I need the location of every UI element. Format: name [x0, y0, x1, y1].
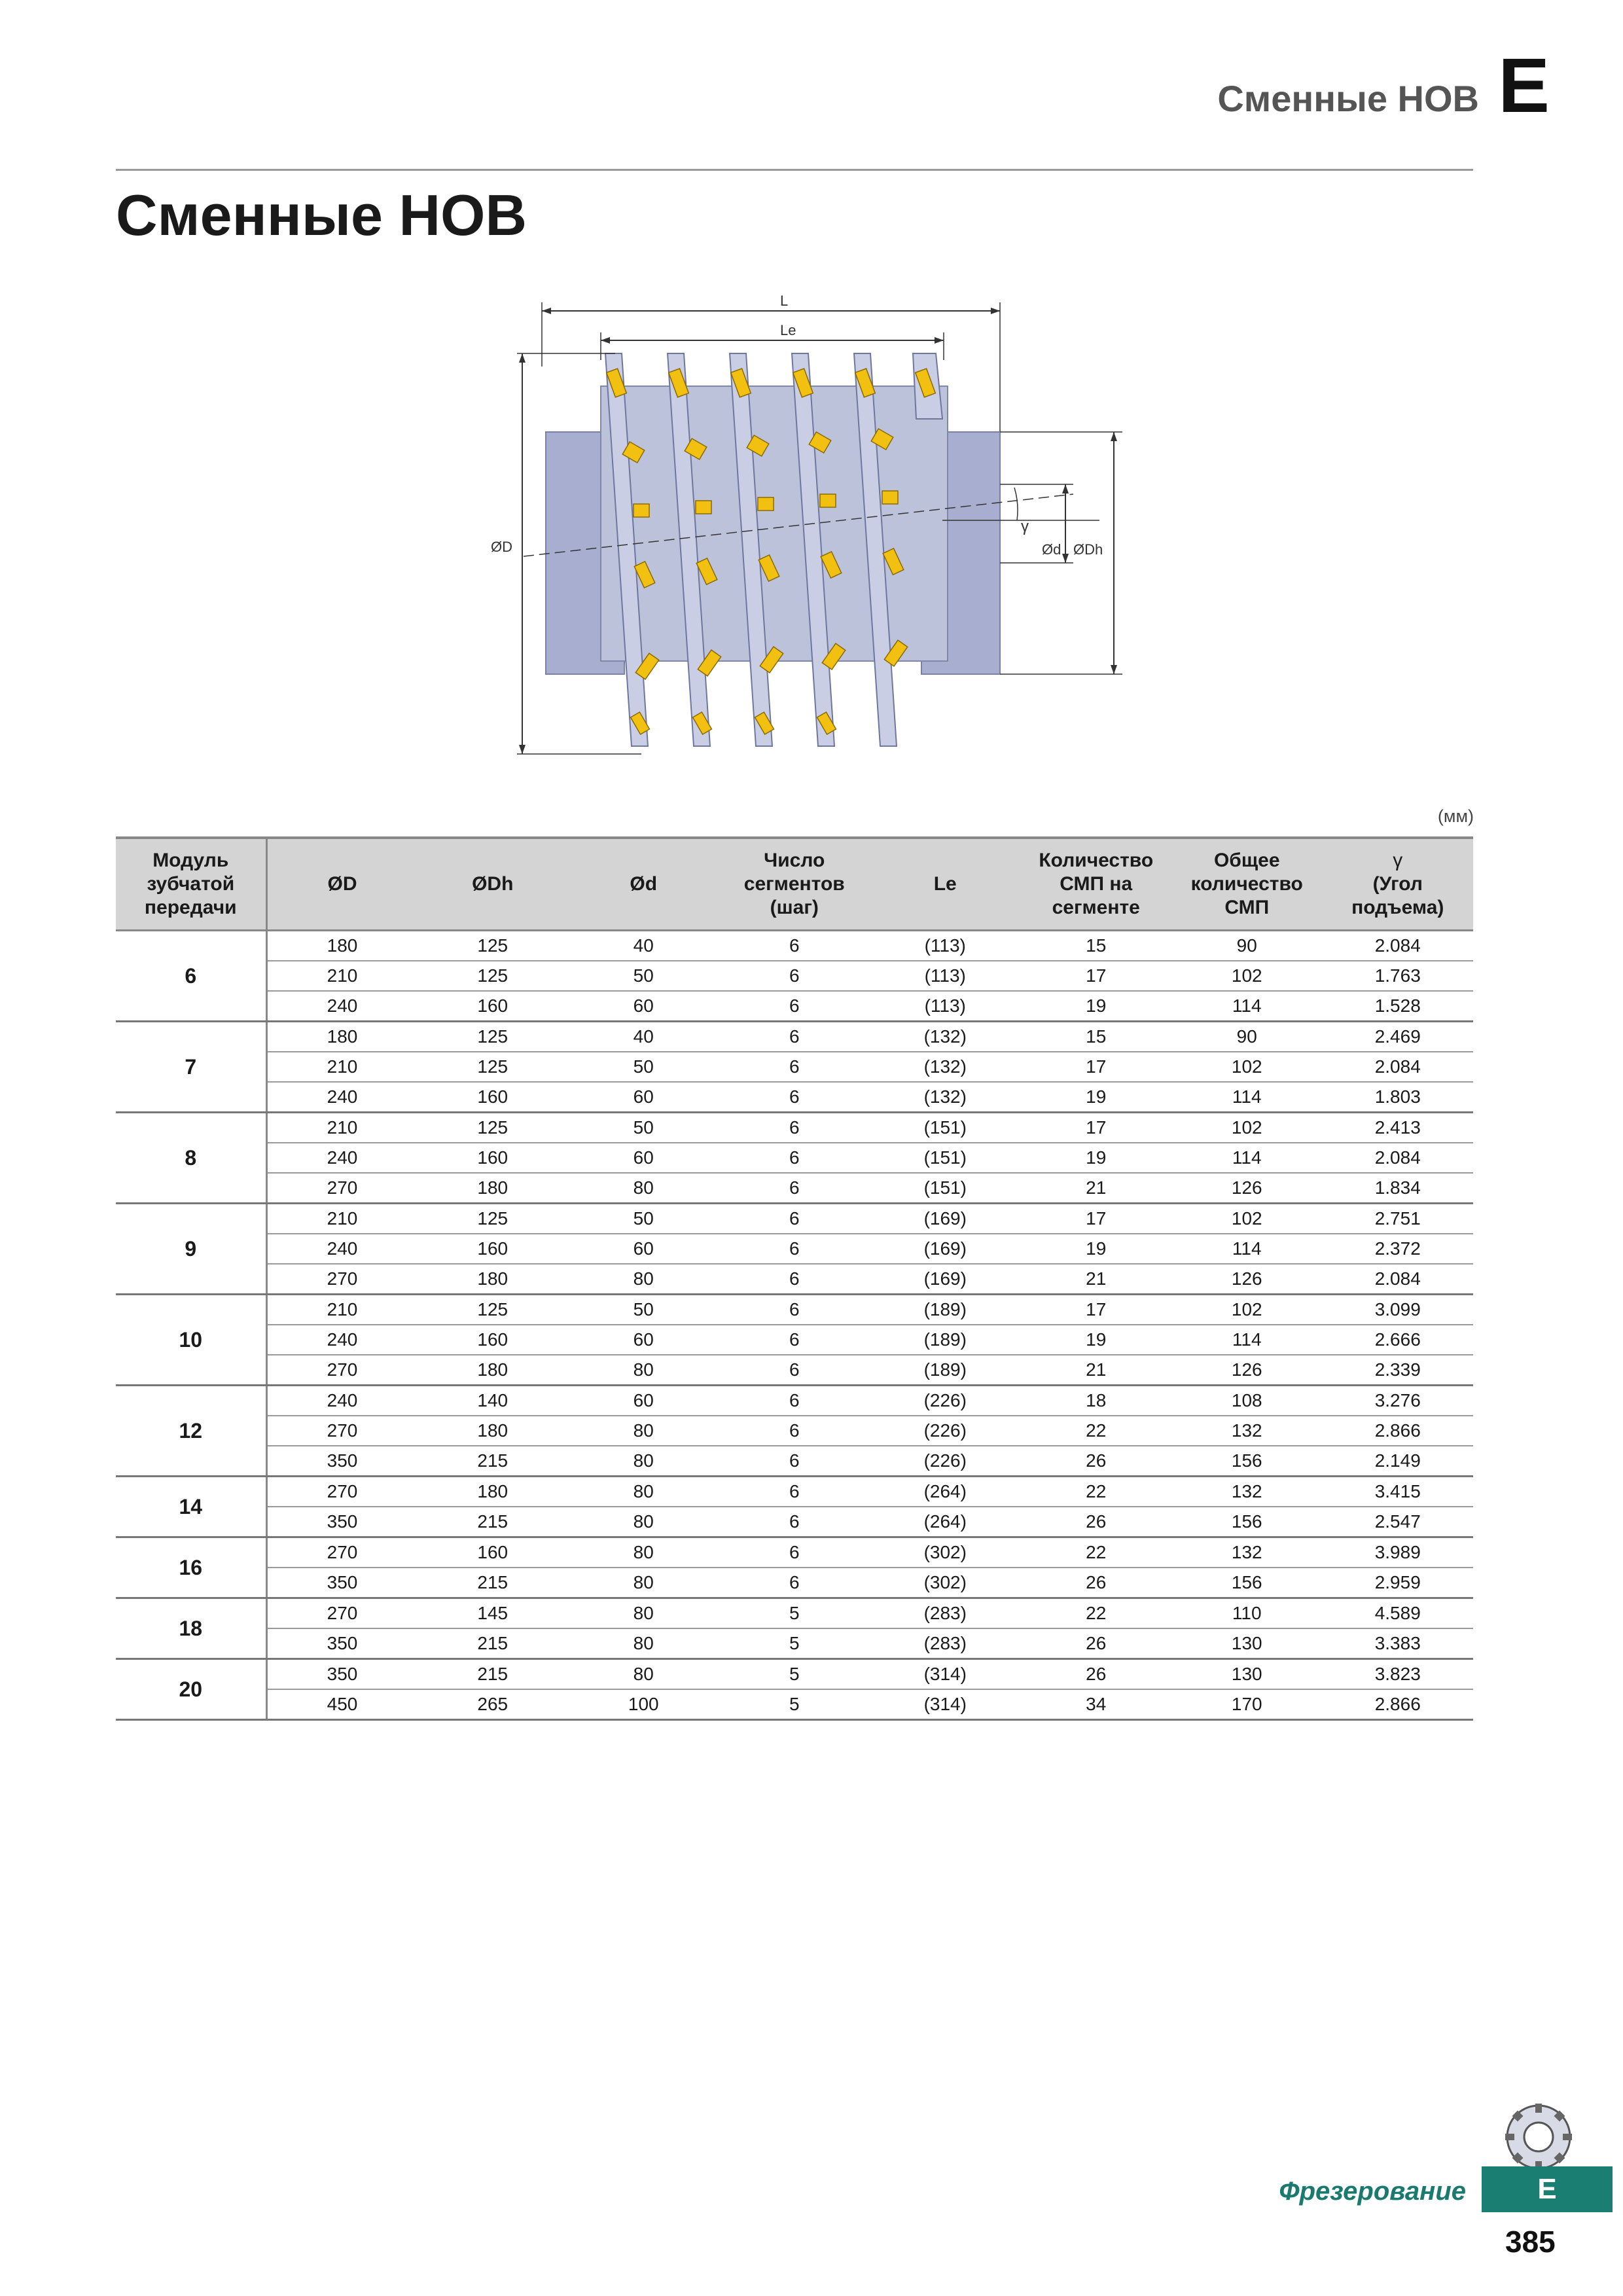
cell-inserts-per-segment: 17	[1021, 1295, 1172, 1325]
cell-d: 80	[568, 1355, 719, 1386]
cell-Dh: 125	[418, 961, 569, 991]
cell-D: 180	[266, 1022, 418, 1052]
table-row	[116, 1537, 1473, 1568]
cell-gamma: 2.469	[1323, 1022, 1474, 1052]
cell-Le: (226)	[870, 1446, 1021, 1477]
cell-gamma: 3.276	[1323, 1386, 1474, 1416]
cell-gamma: 2.084	[1323, 1143, 1474, 1173]
cell-D: 210	[266, 1204, 418, 1234]
cell-total-inserts: 126	[1171, 1264, 1323, 1295]
gamma-symbol: γ	[1393, 850, 1403, 871]
cell-Dh: 215	[418, 1628, 569, 1659]
table-row	[116, 1173, 1473, 1204]
table-row	[116, 1598, 1473, 1629]
cell-gamma: 1.834	[1323, 1173, 1474, 1204]
cell-D: 210	[266, 961, 418, 991]
table-row	[116, 1113, 1473, 1143]
cell-total-inserts: 114	[1171, 1082, 1323, 1113]
col-header-gamma	[1323, 838, 1474, 931]
table-header-row	[116, 838, 1473, 931]
cell-inserts-per-segment: 19	[1021, 991, 1172, 1022]
col-header-module: Модуль зубчатой передачи	[116, 838, 266, 931]
cell-gamma: 2.339	[1323, 1355, 1474, 1386]
cell-gamma: 2.751	[1323, 1204, 1474, 1234]
cell-Le: (132)	[870, 1022, 1021, 1052]
cell-total-inserts: 90	[1171, 1022, 1323, 1052]
cell-D: 240	[266, 991, 418, 1022]
cell-d: 80	[568, 1477, 719, 1507]
cell-D: 240	[266, 1234, 418, 1264]
cell-segments: 6	[719, 1173, 870, 1204]
cell-D: 270	[266, 1537, 418, 1568]
cell-Dh: 180	[418, 1264, 569, 1295]
cell-D: 350	[266, 1507, 418, 1537]
cell-inserts-per-segment: 21	[1021, 1264, 1172, 1295]
cell-Le: (264)	[870, 1477, 1021, 1507]
cell-Dh: 215	[418, 1568, 569, 1598]
cell-Le: (226)	[870, 1416, 1021, 1446]
cell-d: 80	[568, 1264, 719, 1295]
cell-Dh: 160	[418, 991, 569, 1022]
cell-gamma: 2.866	[1323, 1689, 1474, 1720]
cell-total-inserts: 114	[1171, 1325, 1323, 1355]
cell-Le: (283)	[870, 1628, 1021, 1659]
cell-Le: (132)	[870, 1082, 1021, 1113]
cell-segments: 6	[719, 1022, 870, 1052]
cell-gamma: 2.866	[1323, 1416, 1474, 1446]
cell-total-inserts: 126	[1171, 1173, 1323, 1204]
col-header-Dh: ØDh	[418, 838, 569, 931]
cell-segments: 6	[719, 1446, 870, 1477]
table-row	[116, 1143, 1473, 1173]
cell-D: 270	[266, 1416, 418, 1446]
cell-D: 270	[266, 1173, 418, 1204]
cell-d: 80	[568, 1598, 719, 1629]
cell-Dh: 180	[418, 1355, 569, 1386]
cell-inserts-per-segment: 19	[1021, 1143, 1172, 1173]
cell-gamma: 2.084	[1323, 1264, 1474, 1295]
footer-section-badge: E	[1482, 2166, 1613, 2212]
cell-total-inserts: 170	[1171, 1689, 1323, 1720]
cell-Dh: 215	[418, 1507, 569, 1537]
cell-segments: 6	[719, 1264, 870, 1295]
cell-Le: (151)	[870, 1173, 1021, 1204]
cell-total-inserts: 132	[1171, 1416, 1323, 1446]
cell-D: 350	[266, 1568, 418, 1598]
cell-segments: 6	[719, 931, 870, 961]
table-row	[116, 961, 1473, 991]
unit-label: (мм)	[1437, 806, 1474, 826]
cell-segments: 6	[719, 1416, 870, 1446]
cell-d: 50	[568, 1204, 719, 1234]
cell-gamma: 3.099	[1323, 1295, 1474, 1325]
cell-segments: 6	[719, 1204, 870, 1234]
cell-segments: 6	[719, 1537, 870, 1568]
table-row	[116, 1295, 1473, 1325]
table-row	[116, 1477, 1473, 1507]
cell-segments: 5	[719, 1659, 870, 1690]
cell-segments: 6	[719, 1355, 870, 1386]
section-letter: E	[1498, 43, 1550, 129]
table-row	[116, 1204, 1473, 1234]
dim-Le-label: Le	[780, 322, 796, 338]
cell-d: 80	[568, 1507, 719, 1537]
cell-Le: (302)	[870, 1537, 1021, 1568]
cell-inserts-per-segment: 26	[1021, 1628, 1172, 1659]
cell-inserts-per-segment: 15	[1021, 931, 1172, 961]
table-row	[116, 1022, 1473, 1052]
cell-d: 60	[568, 1386, 719, 1416]
cell-Dh: 180	[418, 1173, 569, 1204]
cell-Le: (264)	[870, 1507, 1021, 1537]
dim-D-label: ØD	[491, 539, 512, 555]
cell-Dh: 140	[418, 1386, 569, 1416]
cell-Dh: 215	[418, 1659, 569, 1690]
cell-total-inserts: 102	[1171, 961, 1323, 991]
cell-inserts-per-segment: 22	[1021, 1598, 1172, 1629]
cell-d: 50	[568, 961, 719, 991]
cell-d: 80	[568, 1416, 719, 1446]
dim-d-label: Ød	[1042, 541, 1061, 558]
table-row	[116, 1234, 1473, 1264]
cell-gamma: 2.547	[1323, 1507, 1474, 1537]
cell-inserts-per-segment: 22	[1021, 1477, 1172, 1507]
cell-D: 240	[266, 1386, 418, 1416]
module-cell: 7	[116, 1022, 266, 1113]
cell-total-inserts: 114	[1171, 1143, 1323, 1173]
cell-inserts-per-segment: 22	[1021, 1537, 1172, 1568]
cell-segments: 6	[719, 991, 870, 1022]
module-cell: 16	[116, 1537, 266, 1598]
cell-inserts-per-segment: 17	[1021, 961, 1172, 991]
table-row	[116, 1386, 1473, 1416]
page-title: Сменные НОВ	[116, 183, 527, 247]
cell-Dh: 215	[418, 1446, 569, 1477]
cell-gamma: 2.372	[1323, 1234, 1474, 1264]
cell-Le: (189)	[870, 1355, 1021, 1386]
cell-d: 80	[568, 1537, 719, 1568]
cell-Dh: 160	[418, 1325, 569, 1355]
cell-D: 210	[266, 1113, 418, 1143]
cell-gamma: 3.823	[1323, 1659, 1474, 1690]
cell-gamma: 4.589	[1323, 1598, 1474, 1629]
module-cell: 9	[116, 1204, 266, 1295]
cell-D: 240	[266, 1143, 418, 1173]
cell-inserts-per-segment: 34	[1021, 1689, 1172, 1720]
cell-Le: (169)	[870, 1234, 1021, 1264]
cell-D: 210	[266, 1052, 418, 1082]
table-row	[116, 1082, 1473, 1113]
cell-segments: 6	[719, 1295, 870, 1325]
cell-inserts-per-segment: 17	[1021, 1204, 1172, 1234]
cell-total-inserts: 110	[1171, 1598, 1323, 1629]
cell-Le: (113)	[870, 991, 1021, 1022]
cell-gamma: 3.415	[1323, 1477, 1474, 1507]
specs-table	[116, 836, 1473, 1721]
cell-Dh: 125	[418, 1295, 569, 1325]
cell-inserts-per-segment: 26	[1021, 1659, 1172, 1690]
dim-Dh-label: ØDh	[1073, 541, 1103, 558]
table-row	[116, 1416, 1473, 1446]
cell-Le: (314)	[870, 1659, 1021, 1690]
cell-inserts-per-segment: 21	[1021, 1173, 1172, 1204]
module-cell: 6	[116, 931, 266, 1022]
cell-Le: (226)	[870, 1386, 1021, 1416]
cell-d: 80	[568, 1173, 719, 1204]
cell-total-inserts: 102	[1171, 1295, 1323, 1325]
cell-inserts-per-segment: 22	[1021, 1416, 1172, 1446]
cell-Dh: 125	[418, 1113, 569, 1143]
table-row	[116, 1568, 1473, 1598]
cell-Dh: 145	[418, 1598, 569, 1629]
col-header-segments: Число сегментов (шаг)	[719, 838, 870, 931]
cell-inserts-per-segment: 26	[1021, 1568, 1172, 1598]
cell-D: 240	[266, 1082, 418, 1113]
hob-diagram	[484, 288, 1139, 772]
cell-Le: (132)	[870, 1052, 1021, 1082]
col-header-Le: Le	[870, 838, 1021, 931]
module-cell: 10	[116, 1295, 266, 1386]
cell-segments: 6	[719, 961, 870, 991]
cell-total-inserts: 102	[1171, 1113, 1323, 1143]
cell-inserts-per-segment: 15	[1021, 1022, 1172, 1052]
cell-segments: 5	[719, 1598, 870, 1629]
cell-Dh: 125	[418, 1022, 569, 1052]
cell-total-inserts: 90	[1171, 931, 1323, 961]
cell-Dh: 125	[418, 1052, 569, 1082]
table-row	[116, 1264, 1473, 1295]
cell-segments: 6	[719, 1477, 870, 1507]
cell-inserts-per-segment: 26	[1021, 1446, 1172, 1477]
cell-total-inserts: 130	[1171, 1659, 1323, 1690]
cell-gamma: 2.149	[1323, 1446, 1474, 1477]
cell-Dh: 160	[418, 1143, 569, 1173]
table-body	[116, 931, 1473, 1720]
cell-total-inserts: 156	[1171, 1507, 1323, 1537]
cell-inserts-per-segment: 19	[1021, 1234, 1172, 1264]
table-row	[116, 1507, 1473, 1537]
cell-total-inserts: 102	[1171, 1052, 1323, 1082]
cell-gamma: 1.763	[1323, 961, 1474, 991]
cell-total-inserts: 102	[1171, 1204, 1323, 1234]
cell-segments: 6	[719, 1386, 870, 1416]
cell-total-inserts: 114	[1171, 991, 1323, 1022]
cell-d: 60	[568, 1325, 719, 1355]
cell-Dh: 180	[418, 1477, 569, 1507]
cell-d: 50	[568, 1052, 719, 1082]
cell-D: 210	[266, 1295, 418, 1325]
cell-Le: (302)	[870, 1568, 1021, 1598]
hob-drawing	[484, 288, 1139, 772]
cell-Dh: 125	[418, 1204, 569, 1234]
cell-d: 80	[568, 1659, 719, 1690]
cell-d: 60	[568, 1082, 719, 1113]
cell-gamma: 2.084	[1323, 1052, 1474, 1082]
cell-D: 270	[266, 1264, 418, 1295]
cell-gamma: 1.803	[1323, 1082, 1474, 1113]
cell-total-inserts: 132	[1171, 1477, 1323, 1507]
cell-inserts-per-segment: 21	[1021, 1355, 1172, 1386]
cell-d: 80	[568, 1628, 719, 1659]
table-row	[116, 1446, 1473, 1477]
col-header-D: ØD	[266, 838, 418, 931]
cell-Le: (151)	[870, 1143, 1021, 1173]
cell-d: 80	[568, 1446, 719, 1477]
cell-Dh: 180	[418, 1416, 569, 1446]
section-title: Сменные НОВ	[1217, 78, 1479, 119]
cell-d: 40	[568, 1022, 719, 1052]
module-cell: 8	[116, 1113, 266, 1204]
cell-inserts-per-segment: 17	[1021, 1113, 1172, 1143]
cell-D: 350	[266, 1446, 418, 1477]
cell-d: 60	[568, 1234, 719, 1264]
cell-D: 240	[266, 1325, 418, 1355]
cell-total-inserts: 132	[1171, 1537, 1323, 1568]
cell-segments: 5	[719, 1689, 870, 1720]
cell-Dh: 125	[418, 931, 569, 961]
milling-cutter-icon	[1503, 2101, 1575, 2173]
module-cell: 20	[116, 1659, 266, 1720]
page-number: 385	[1505, 2225, 1556, 2259]
cell-segments: 6	[719, 1568, 870, 1598]
cell-Le: (151)	[870, 1113, 1021, 1143]
cell-Le: (189)	[870, 1295, 1021, 1325]
cell-gamma: 3.383	[1323, 1628, 1474, 1659]
cell-Dh: 160	[418, 1234, 569, 1264]
cell-d: 50	[568, 1295, 719, 1325]
module-cell: 18	[116, 1598, 266, 1659]
cell-total-inserts: 156	[1171, 1446, 1323, 1477]
col-header-d: Ød	[568, 838, 719, 931]
cell-segments: 6	[719, 1052, 870, 1082]
header-divider	[116, 169, 1473, 171]
cell-d: 100	[568, 1689, 719, 1720]
cell-total-inserts: 156	[1171, 1568, 1323, 1598]
cell-d: 50	[568, 1113, 719, 1143]
cell-d: 60	[568, 991, 719, 1022]
cell-segments: 6	[719, 1507, 870, 1537]
table-row	[116, 1628, 1473, 1659]
cell-Le: (189)	[870, 1325, 1021, 1355]
cell-D: 450	[266, 1689, 418, 1720]
cell-Le: (169)	[870, 1204, 1021, 1234]
footer-category: Фрезерование	[1279, 2177, 1466, 2206]
cell-inserts-per-segment: 26	[1021, 1507, 1172, 1537]
cell-D: 350	[266, 1628, 418, 1659]
cell-gamma: 2.413	[1323, 1113, 1474, 1143]
dim-gamma-label: γ	[1021, 518, 1029, 535]
cell-gamma: 1.528	[1323, 991, 1474, 1022]
table-row	[116, 931, 1473, 961]
cell-inserts-per-segment: 18	[1021, 1386, 1172, 1416]
cell-Le: (113)	[870, 931, 1021, 961]
cell-Dh: 160	[418, 1082, 569, 1113]
cell-gamma: 2.666	[1323, 1325, 1474, 1355]
table-row	[116, 1325, 1473, 1355]
cell-inserts-per-segment: 19	[1021, 1082, 1172, 1113]
cell-inserts-per-segment: 19	[1021, 1325, 1172, 1355]
cell-total-inserts: 108	[1171, 1386, 1323, 1416]
cell-segments: 6	[719, 1082, 870, 1113]
cell-total-inserts: 130	[1171, 1628, 1323, 1659]
module-cell: 12	[116, 1386, 266, 1477]
cell-gamma: 2.959	[1323, 1568, 1474, 1598]
table-row	[116, 1052, 1473, 1082]
cell-D: 270	[266, 1355, 418, 1386]
cell-Le: (283)	[870, 1598, 1021, 1629]
cell-gamma: 3.989	[1323, 1537, 1474, 1568]
table-row	[116, 1659, 1473, 1690]
col-header-total-inserts: Общее количество СМП	[1171, 838, 1323, 931]
cell-d: 40	[568, 931, 719, 961]
cell-segments: 6	[719, 1113, 870, 1143]
cell-D: 180	[266, 931, 418, 961]
cell-total-inserts: 114	[1171, 1234, 1323, 1264]
table-row	[116, 991, 1473, 1022]
cell-inserts-per-segment: 17	[1021, 1052, 1172, 1082]
gamma-description: (Угол подъема)	[1351, 873, 1444, 918]
cell-D: 270	[266, 1477, 418, 1507]
cell-Le: (314)	[870, 1689, 1021, 1720]
table-row	[116, 1689, 1473, 1720]
dim-L-label: L	[780, 293, 789, 309]
module-cell: 14	[116, 1477, 266, 1537]
cell-d: 60	[568, 1143, 719, 1173]
cell-gamma: 2.084	[1323, 931, 1474, 961]
cell-Le: (169)	[870, 1264, 1021, 1295]
cell-D: 270	[266, 1598, 418, 1629]
cell-d: 80	[568, 1568, 719, 1598]
cell-D: 350	[266, 1659, 418, 1690]
cell-segments: 6	[719, 1143, 870, 1173]
cell-Le: (113)	[870, 961, 1021, 991]
cell-segments: 6	[719, 1234, 870, 1264]
table-row	[116, 1355, 1473, 1386]
cell-Dh: 160	[418, 1537, 569, 1568]
cell-segments: 6	[719, 1325, 870, 1355]
cell-segments: 5	[719, 1628, 870, 1659]
cell-total-inserts: 126	[1171, 1355, 1323, 1386]
cell-Dh: 265	[418, 1689, 569, 1720]
col-header-inserts-per-segment: Количество СМП на сегменте	[1021, 838, 1172, 931]
